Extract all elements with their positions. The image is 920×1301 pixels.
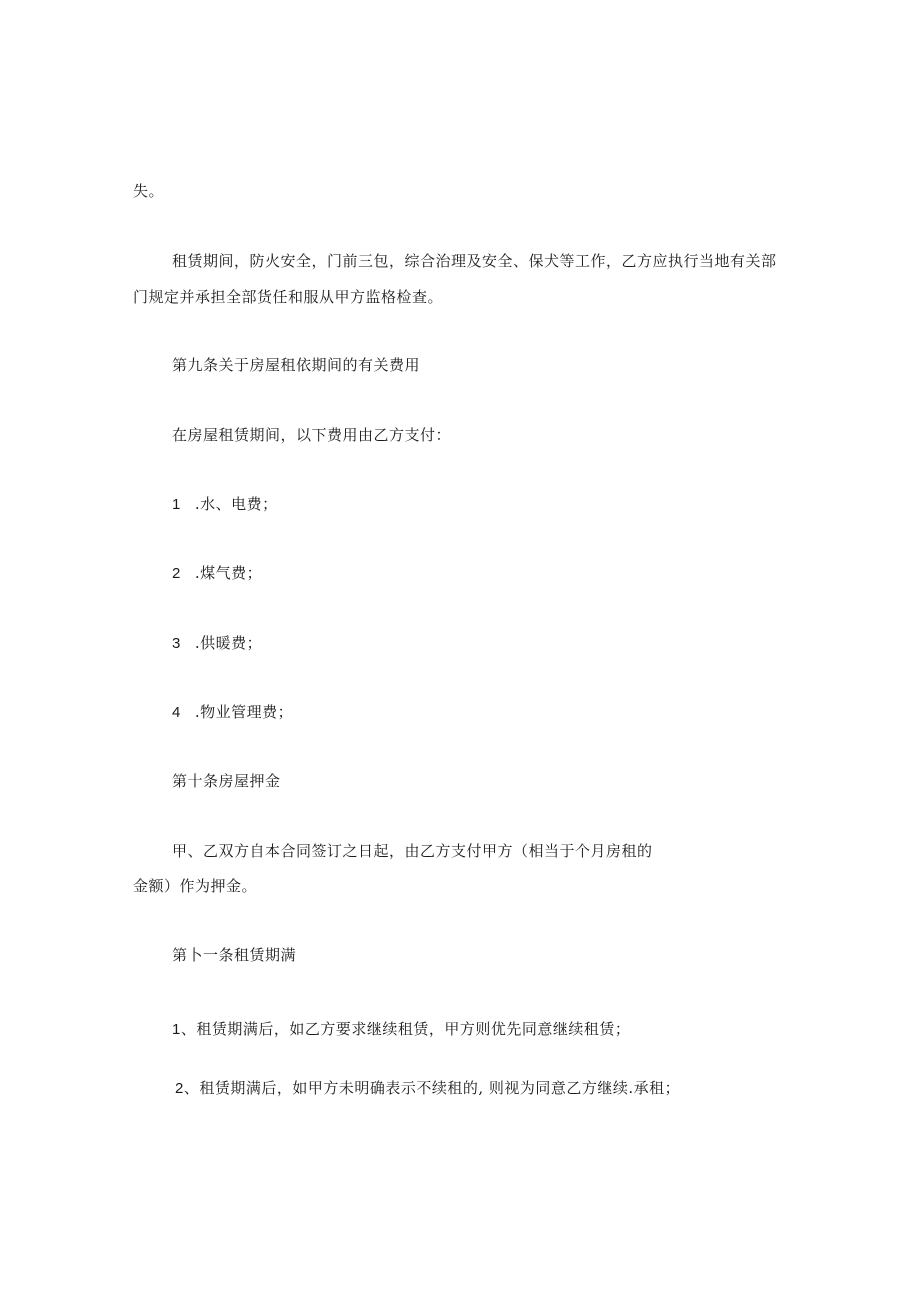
fee-item-4	[172, 702, 293, 723]
fee-item-number: 1	[172, 496, 181, 513]
fee-item-text: .煤气费；	[194, 564, 263, 582]
article-11-item-1	[172, 1019, 630, 1040]
fee-item-1	[172, 494, 278, 515]
fee-item-text: .供暖费；	[194, 634, 263, 652]
article-9-title: 第九条关于房屋租依期间的有关费用	[172, 356, 421, 374]
article-9-intro: 在房屋租赁期间，以下费用由乙方支付：	[172, 426, 452, 444]
article-11-item-text: 、租赁期满后，如乙方要求继续租赁，甲方则优先同意继续租赁；	[180, 1020, 631, 1038]
paragraph-loss-tail: 失。	[133, 182, 165, 200]
article-11-item-text: 、租赁期满后，如甲方未明确表示不续租的, 则视为同意乙方继续.承租；	[183, 1079, 681, 1097]
paragraph-safety-line-1: 租赁期间，防火安全，门前三包，综合治理及安全、保犬等工作，乙方应执行当地有关部	[172, 252, 777, 270]
article-11-item-2	[175, 1078, 680, 1099]
article-11-item-number: 1	[172, 1021, 181, 1038]
article-10-line-1: 甲、乙双方自本合同签订之日起，由乙方支付甲方（相当于个月房租的	[172, 842, 653, 860]
article-11-title: 第卜一条租赁期满	[172, 946, 297, 964]
article-10-line-2: 金额）作为押金。	[133, 877, 258, 895]
fee-item-number: 3	[172, 635, 181, 652]
article-10-title: 第十条房屋押金	[172, 772, 281, 790]
fee-item-text: .物业管理费；	[194, 703, 294, 721]
paragraph-safety-line-2: 门规定并承担全部货任和服从甲方监格检查。	[133, 288, 444, 306]
fee-item-3	[172, 633, 262, 654]
article-11-item-number: 2	[175, 1080, 184, 1097]
fee-item-number: 4	[172, 704, 181, 721]
fee-item-number: 2	[172, 565, 181, 582]
fee-item-2	[172, 563, 262, 584]
fee-item-text: .水、电费；	[194, 495, 278, 513]
